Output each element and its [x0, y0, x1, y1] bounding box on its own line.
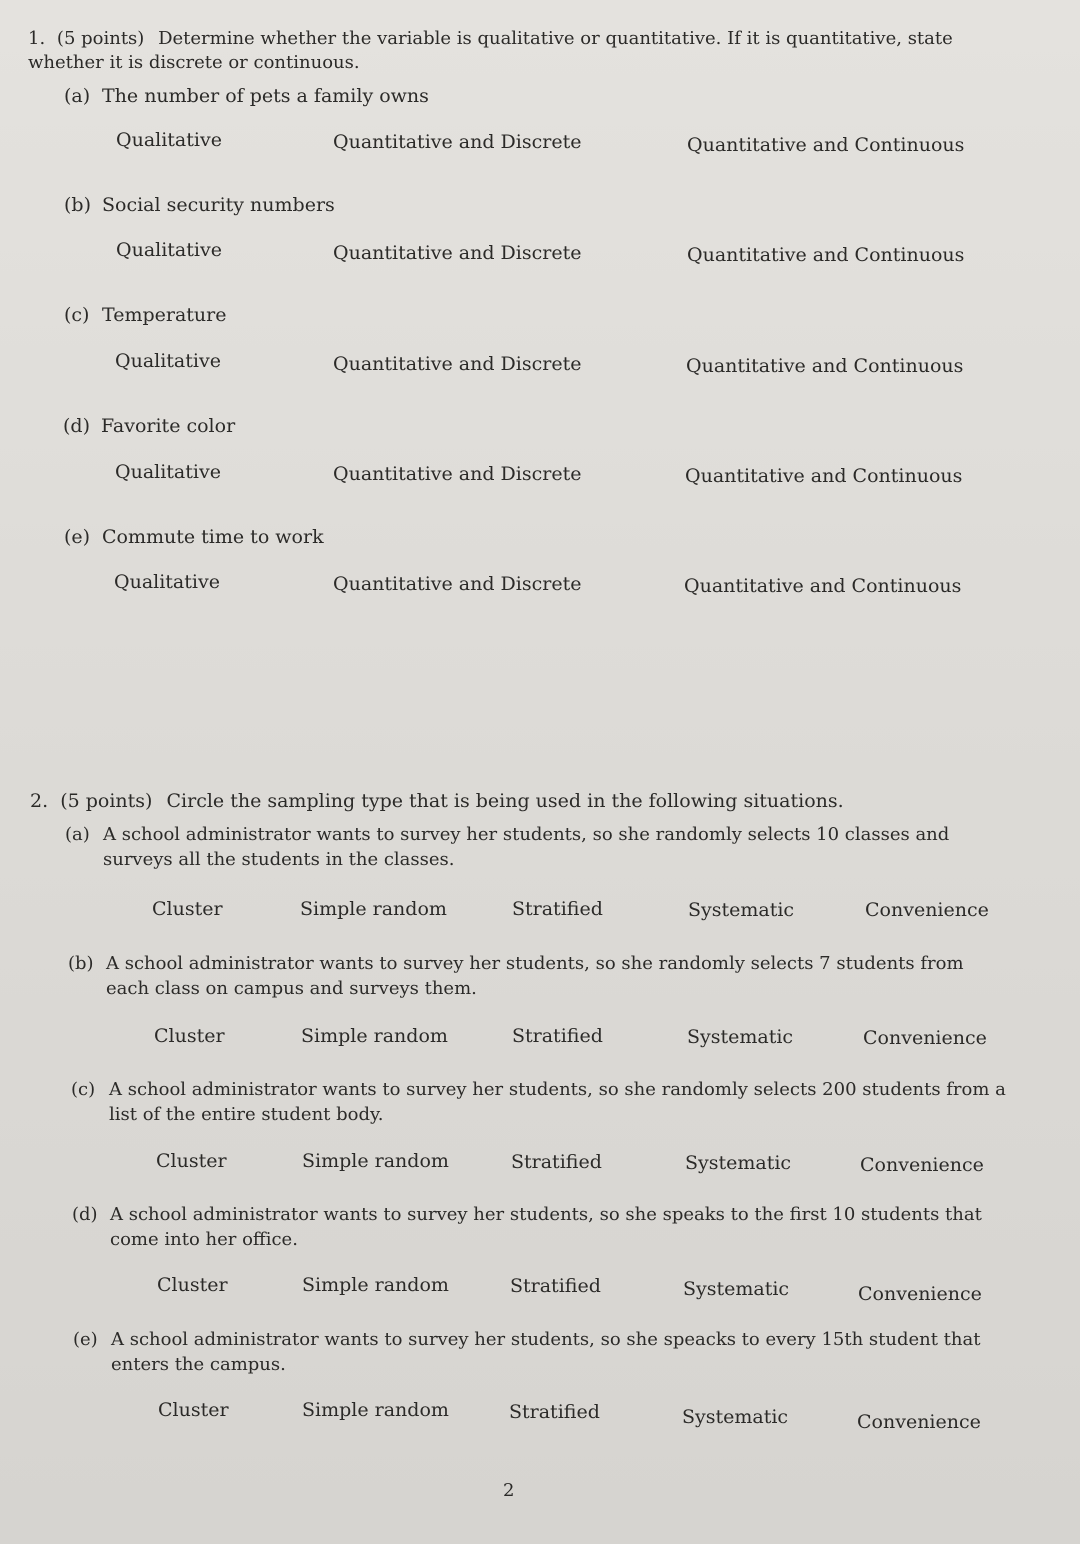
q2-part-b	[68, 951, 1006, 1001]
q1e-option-qualitative[interactable]: Qualitative	[114, 571, 220, 593]
q1-part-a-text: The number of pets a family owns	[102, 85, 429, 107]
q1a-option-quant-discrete[interactable]: Quantitative and Discrete	[333, 131, 582, 153]
q2c-option-systematic[interactable]: Systematic	[685, 1152, 792, 1174]
q2e-option-systematic[interactable]: Systematic	[682, 1406, 789, 1428]
q2-part-a-letter: (a)	[65, 824, 90, 845]
q1c-option-quant-continuous[interactable]: Quantitative and Continuous	[686, 355, 964, 377]
q2a-option-systematic[interactable]: Systematic	[688, 899, 795, 921]
q1-part-d-text: Favorite color	[101, 415, 236, 437]
q1a-option-quant-continuous[interactable]: Quantitative and Continuous	[687, 134, 965, 156]
q2a-option-cluster[interactable]: Cluster	[152, 898, 223, 920]
q1-points: (5 points)	[56, 28, 145, 49]
q2-part-c-text: A school administrator wants to survey her students, so she randomly selects 200 students from a list of the entire student body.	[109, 1079, 1006, 1125]
q2-part-c-letter: (c)	[71, 1079, 96, 1100]
q1e-option-quant-continuous[interactable]: Quantitative and Continuous	[684, 575, 962, 597]
q1b-option-quant-continuous[interactable]: Quantitative and Continuous	[687, 244, 965, 266]
q2-part-d-letter: (d)	[72, 1204, 98, 1225]
q2d-option-stratified[interactable]: Stratified	[510, 1275, 601, 1297]
q2d-option-simple-random[interactable]: Simple random	[302, 1274, 449, 1296]
q2-part-e	[73, 1327, 1011, 1377]
q1c-option-quant-discrete[interactable]: Quantitative and Discrete	[333, 353, 582, 375]
q2d-option-convenience[interactable]: Convenience	[858, 1283, 982, 1305]
q2e-option-simple-random[interactable]: Simple random	[302, 1399, 449, 1421]
q1-part-b-letter: (b)	[64, 194, 91, 216]
q2a-option-convenience[interactable]: Convenience	[865, 899, 989, 921]
q2d-option-systematic[interactable]: Systematic	[683, 1278, 790, 1300]
q2-number: 2.	[30, 790, 49, 812]
q2c-option-cluster[interactable]: Cluster	[156, 1150, 227, 1172]
q1-part-c-text: Temperature	[102, 304, 227, 326]
q2a-option-simple-random[interactable]: Simple random	[300, 898, 447, 920]
q2b-option-cluster[interactable]: Cluster	[154, 1025, 225, 1047]
q2b-option-simple-random[interactable]: Simple random	[301, 1025, 448, 1047]
q2c-option-convenience[interactable]: Convenience	[860, 1154, 984, 1176]
q1-part-d-letter: (d)	[63, 415, 90, 437]
q1-header	[28, 27, 1028, 75]
q2-part-d-text: A school administrator wants to survey her students, so she speaks to the first 10 students that come into her office.	[110, 1204, 982, 1250]
q1-part-b-text: Social security numbers	[102, 194, 335, 216]
q2e-option-cluster[interactable]: Cluster	[158, 1399, 229, 1421]
q2-prompt: Circle the sampling type that is being used in the following situations.	[166, 790, 844, 812]
q1-part-a-letter: (a)	[64, 85, 91, 107]
q1b-option-qualitative[interactable]: Qualitative	[116, 239, 222, 261]
page-number: 2	[503, 1480, 515, 1501]
q1-part-a	[64, 84, 429, 108]
q1d-option-quant-discrete[interactable]: Quantitative and Discrete	[333, 463, 582, 485]
q2-part-b-letter: (b)	[68, 953, 94, 974]
q2b-option-convenience[interactable]: Convenience	[863, 1027, 987, 1049]
q2-header	[30, 789, 844, 813]
q2c-option-simple-random[interactable]: Simple random	[302, 1150, 449, 1172]
q2-part-a	[65, 822, 1003, 872]
q2-part-e-letter: (e)	[73, 1329, 98, 1350]
q1c-option-qualitative[interactable]: Qualitative	[115, 350, 221, 372]
q1-part-b	[64, 193, 335, 217]
q2-part-d	[72, 1202, 1010, 1252]
q2-part-a-text: A school administrator wants to survey her students, so she randomly selects 10 classes and surveys all the students in the classes.	[103, 824, 950, 870]
q1-part-d	[63, 414, 235, 438]
q2b-option-systematic[interactable]: Systematic	[687, 1026, 794, 1048]
q1-part-c-letter: (c)	[64, 304, 90, 326]
q1e-option-quant-discrete[interactable]: Quantitative and Discrete	[333, 573, 582, 595]
q1d-option-quant-continuous[interactable]: Quantitative and Continuous	[685, 465, 963, 487]
q1-part-e	[64, 525, 324, 549]
q2-part-e-text: A school administrator wants to survey her students, so she speacks to every 15th student that enters the campus.	[111, 1329, 981, 1375]
q1a-option-qualitative[interactable]: Qualitative	[116, 129, 222, 151]
q2-points: (5 points)	[60, 790, 153, 812]
q2c-option-stratified[interactable]: Stratified	[511, 1151, 602, 1173]
q2e-option-convenience[interactable]: Convenience	[857, 1411, 981, 1433]
q1b-option-quant-discrete[interactable]: Quantitative and Discrete	[333, 242, 582, 264]
q1-prompt: Determine whether the variable is qualitative or quantitative. If it is quantitative, state whether it is discrete or continuous.	[28, 28, 953, 73]
q2b-option-stratified[interactable]: Stratified	[512, 1025, 603, 1047]
q1-part-e-letter: (e)	[64, 526, 91, 548]
q1-part-c	[64, 303, 226, 327]
q2e-option-stratified[interactable]: Stratified	[509, 1401, 600, 1423]
q1-part-e-text: Commute time to work	[102, 526, 324, 548]
q1d-option-qualitative[interactable]: Qualitative	[115, 461, 221, 483]
q2-part-b-text: A school administrator wants to survey her students, so she randomly selects 7 students from each class on campus and surveys them.	[106, 953, 964, 999]
q2-part-c	[71, 1077, 1009, 1127]
q2d-option-cluster[interactable]: Cluster	[157, 1274, 228, 1296]
q1-number: 1.	[28, 28, 46, 49]
q2a-option-stratified[interactable]: Stratified	[512, 898, 603, 920]
